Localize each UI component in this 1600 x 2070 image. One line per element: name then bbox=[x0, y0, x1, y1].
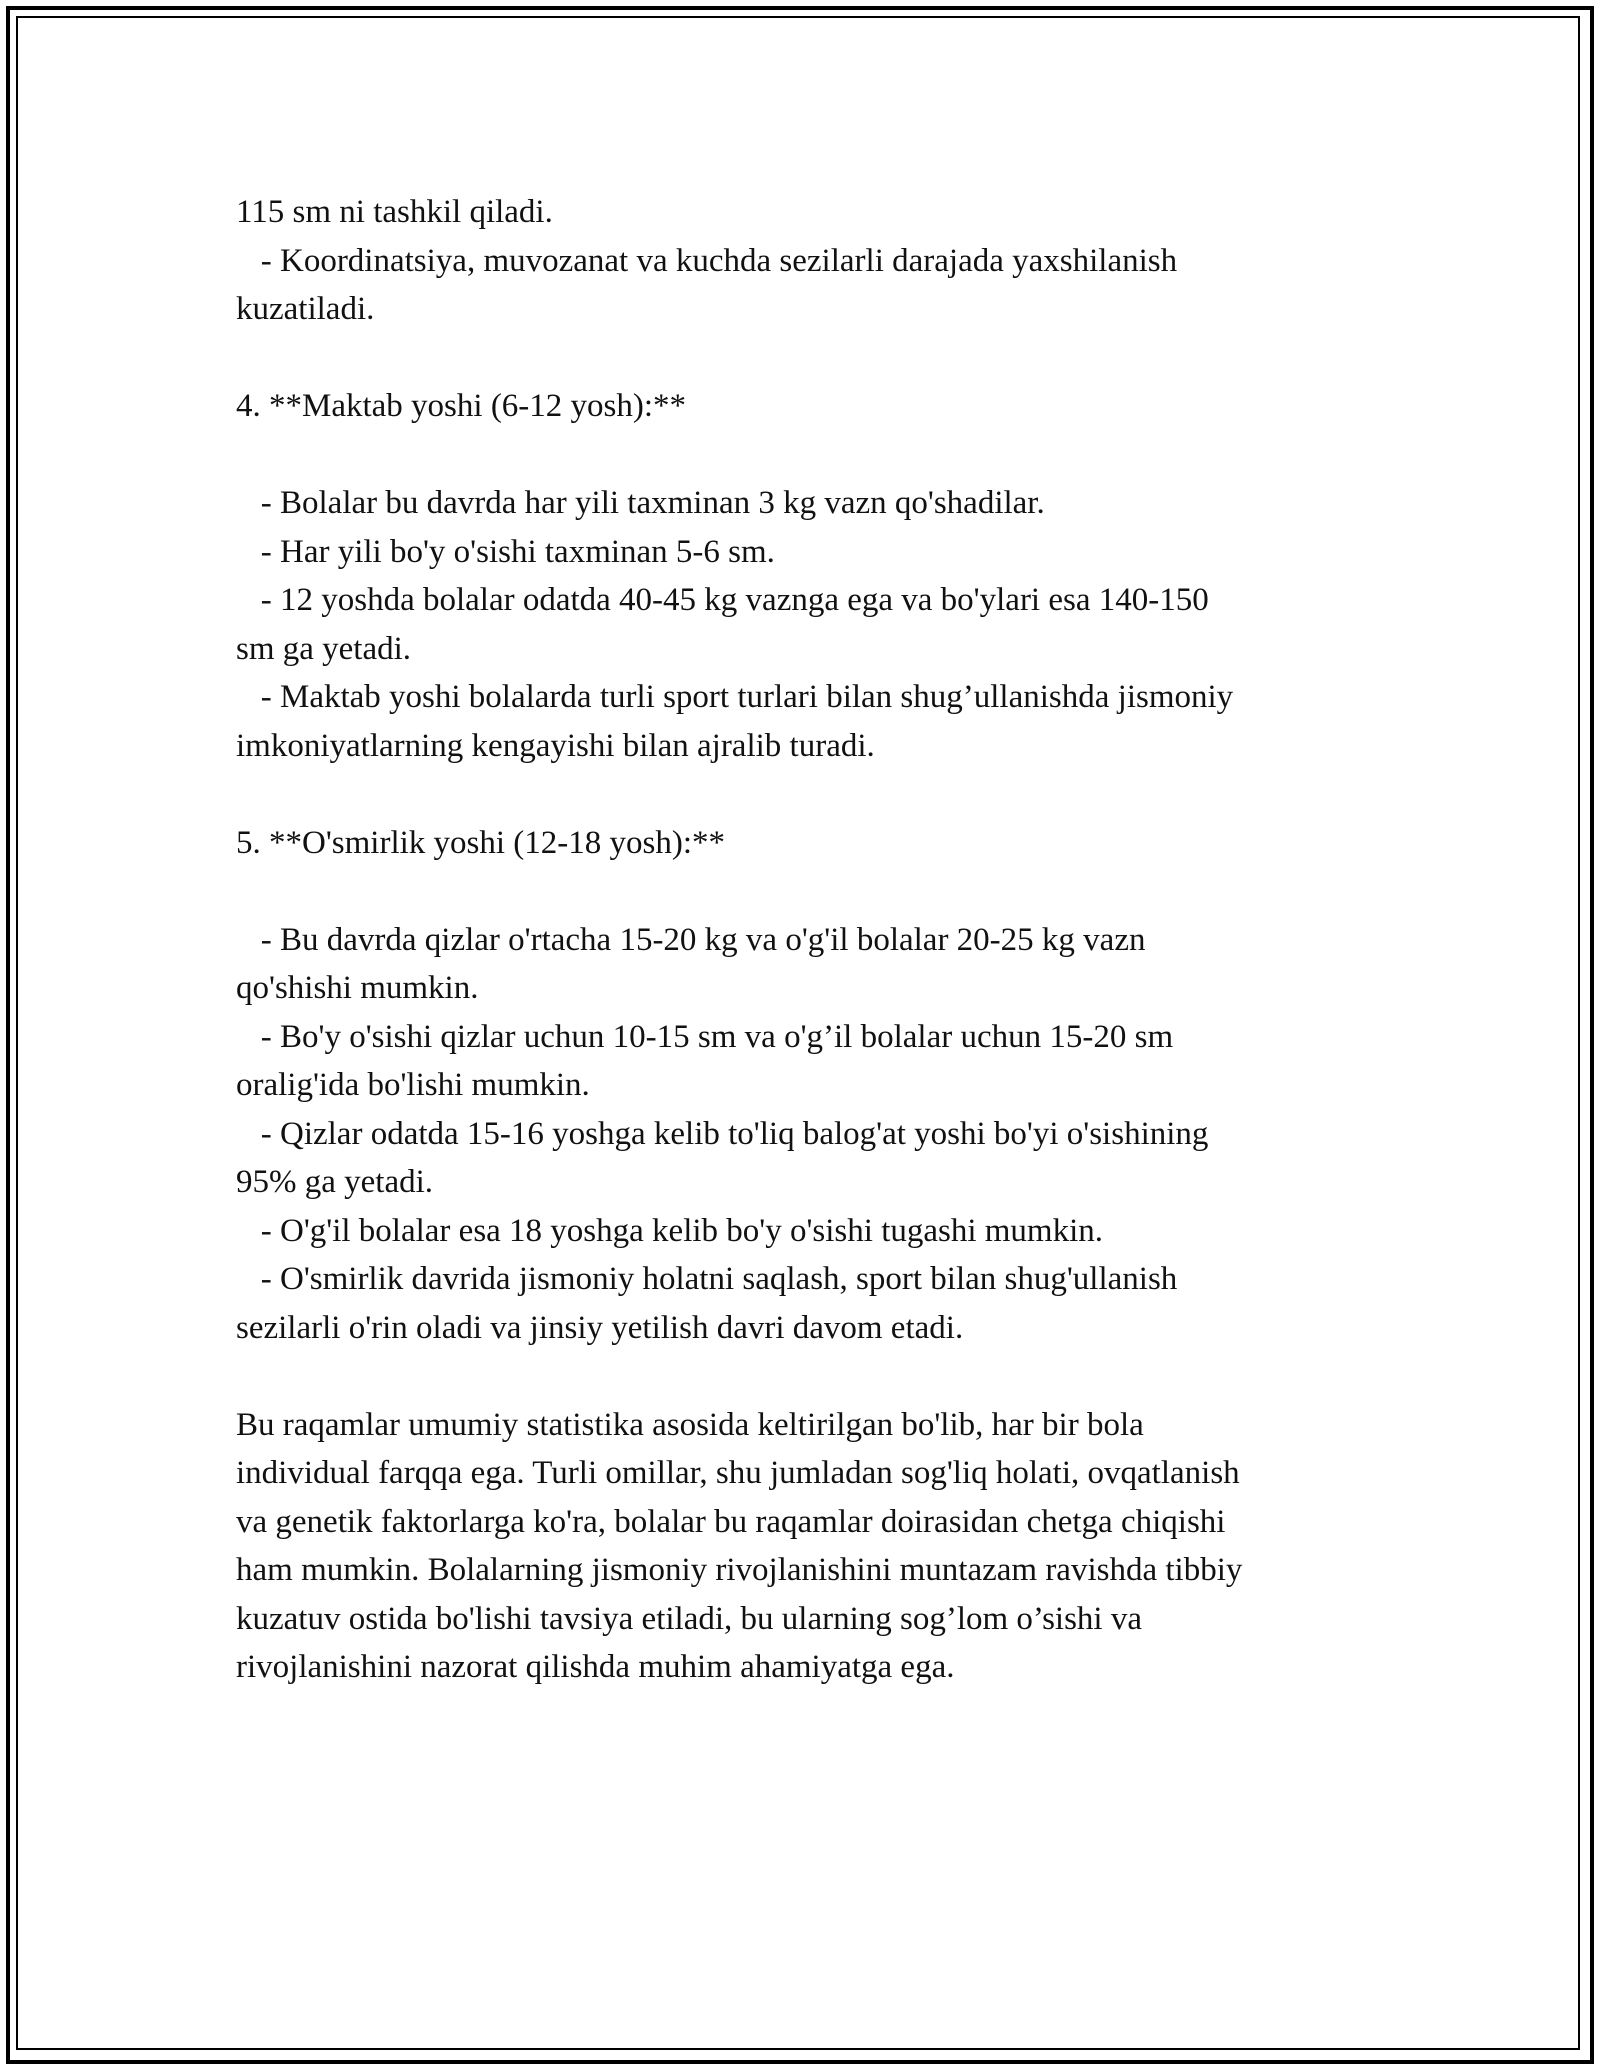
text-line: - O'smirlik davrida jismoniy holatni saqlash, sport bilan shug'ullanish bbox=[236, 1261, 1178, 1297]
text-line: 115 sm ni tashkil qiladi. bbox=[236, 194, 553, 230]
blank-line bbox=[236, 431, 1386, 480]
text-line: - Bolalar bu davrda har yili taxminan 3 kg vazn qo'shadilar. bbox=[236, 485, 1045, 521]
document-body bbox=[236, 188, 1386, 1692]
text-line: - Qizlar odatda 15-16 yoshga kelib to'liq balog'at yoshi bo'yi o'sishining bbox=[236, 1115, 1209, 1152]
section-heading: 4. **Maktab yoshi (6-12 yosh):** bbox=[236, 388, 687, 424]
text-line: qo'shishi mumkin. bbox=[236, 970, 479, 1006]
section-heading: 5. **O'smirlik yoshi (12-18 yosh):** bbox=[236, 824, 726, 861]
text-line: - Har yili bo'y o'sishi taxminan 5-6 sm. bbox=[236, 533, 775, 570]
blank-line bbox=[236, 867, 1386, 916]
text-line: - 12 yoshda bolalar odatda 40-45 kg vaznga ega va bo'ylari esa 140-150 bbox=[236, 582, 1209, 618]
intro-paragraph bbox=[236, 188, 1386, 334]
blank-line bbox=[236, 1352, 1386, 1401]
conclusion-paragraph bbox=[236, 1401, 1386, 1692]
text-line: - Koordinatsiya, muvozanat va kuchda sezilarli darajada yaxshilanish bbox=[236, 242, 1178, 279]
text-line: ham mumkin. Bolalarning jismoniy rivojlanishini muntazam ravishda tibbiy bbox=[236, 1552, 1243, 1588]
text-line: rivojlanishini nazorat qilishda muhim ahamiyatga ega. bbox=[236, 1649, 955, 1685]
blank-line bbox=[236, 770, 1386, 819]
text-line: individual farqqa ega. Turli omillar, shu jumladan sog'liq holati, ovqatlanish bbox=[236, 1455, 1240, 1491]
text-line: sezilarli o'rin oladi va jinsiy yetilish davri davom etadi. bbox=[236, 1309, 964, 1346]
text-line: - O'g'il bolalar esa 18 yoshga kelib bo'y o'sishi tugashi mumkin. bbox=[236, 1212, 1104, 1249]
section-5 bbox=[236, 819, 1386, 1353]
text-line: va genetik faktorlarga ko'ra, bolalar bu raqamlar doirasidan chetga chiqishi bbox=[236, 1503, 1226, 1540]
text-line: oralig'ida bo'lishi mumkin. bbox=[236, 1067, 590, 1103]
text-line: Bu raqamlar umumiy statistika asosida keltirilgan bo'lib, har bir bola bbox=[236, 1406, 1144, 1443]
blank-line bbox=[236, 334, 1386, 383]
text-line: imkoniyatlarning kengayishi bilan ajralib turadi. bbox=[236, 727, 875, 764]
text-line: 95% ga yetadi. bbox=[236, 1164, 434, 1200]
text-line: sm ga yetadi. bbox=[236, 630, 412, 667]
text-line: kuzatuv ostida bo'lishi tavsiya etiladi, bu ularning sog’lom o’sishi va bbox=[236, 1600, 1143, 1637]
text-line: - Bu davrda qizlar o'rtacha 15-20 kg va o'g'il bolalar 20-25 kg vazn bbox=[236, 921, 1146, 958]
text-line: - Maktab yoshi bolalarda turli sport turlari bilan shug’ullanishda jismoniy bbox=[236, 679, 1234, 715]
section-4 bbox=[236, 382, 1386, 770]
text-line: kuzatiladi. bbox=[236, 291, 375, 327]
text-line: - Bo'y o'sishi qizlar uchun 10-15 sm va o'g’il bolalar uchun 15-20 sm bbox=[236, 1018, 1174, 1055]
